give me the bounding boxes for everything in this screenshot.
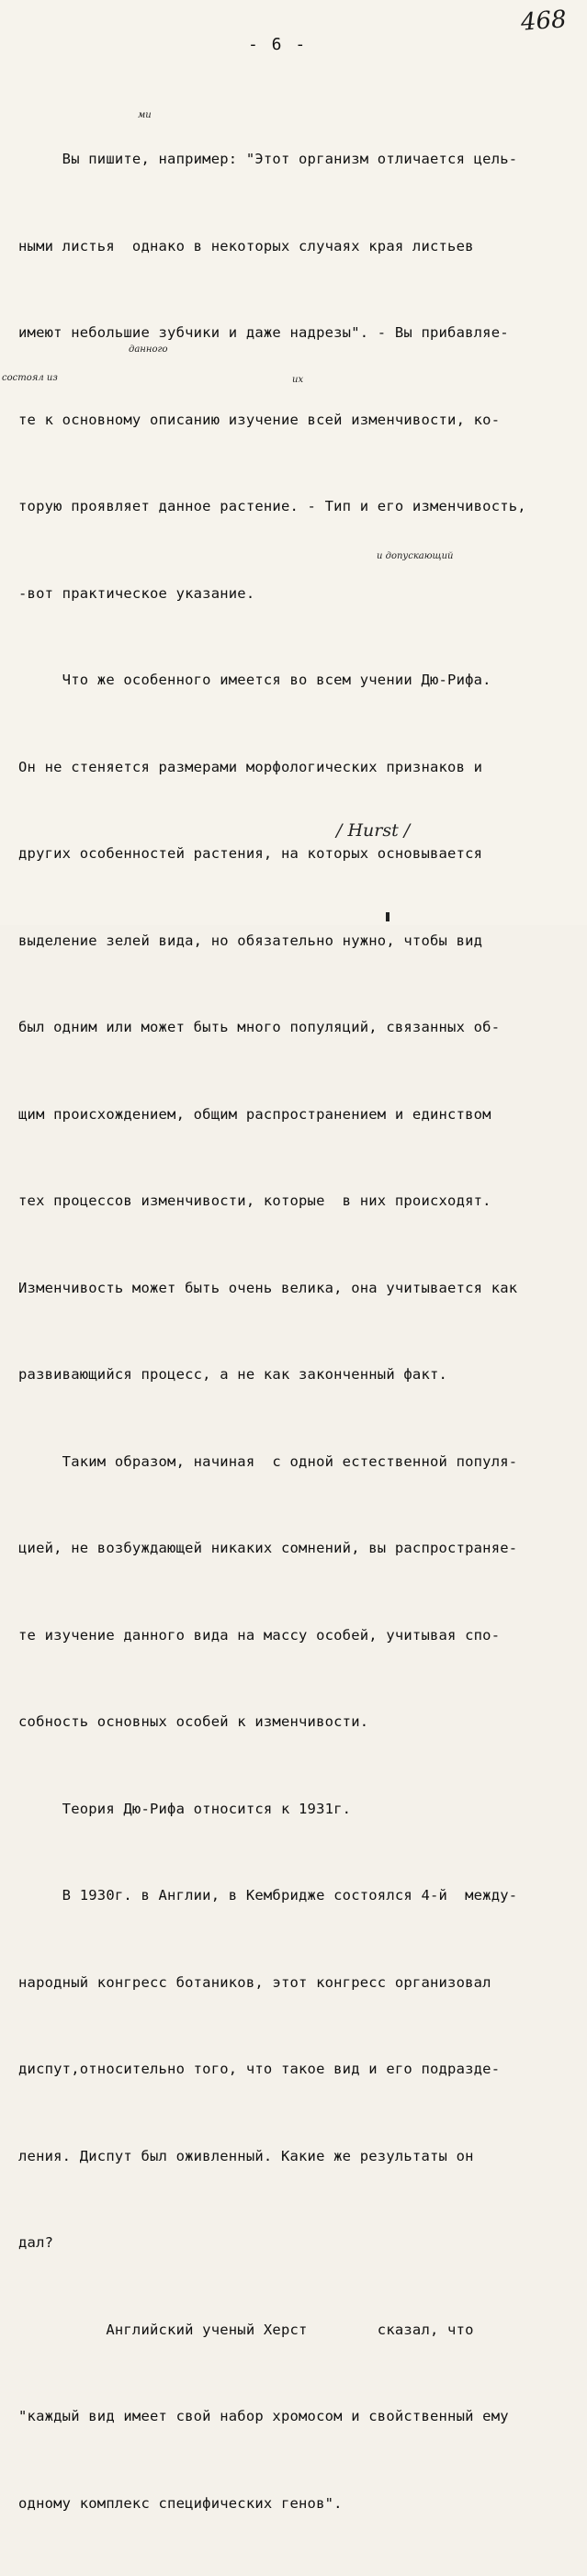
text-line: был одним или может быть много популяций, связанных об- (18, 1019, 501, 1035)
text-line: щим происхождением, общим распространением и единством (18, 1105, 491, 1123)
folio-number: 468 (520, 6, 568, 37)
text-line: диспут,относительно того, что такое вид и его подразде- (18, 2061, 501, 2077)
text-line: цией, не возбуждающей никаких сомнений, вы распространяе- (18, 1540, 518, 1556)
text-line: ными листья однако в некоторых случаях края листьев (18, 237, 474, 254)
text-line: ления. Диспут был оживленный. Какие же результаты он (18, 2147, 474, 2164)
text-line: Таким образом, начиная с одной естественной популя- (18, 1452, 518, 1470)
handwritten-annotation: и допускающий (377, 551, 454, 561)
handwritten-annotation: их (292, 375, 304, 385)
typed-body (18, 87, 579, 2576)
text-line: В 1930г. в Англии, в Кембридже состоялся 4-й между- (18, 1887, 518, 1904)
text-line: народный конгресс ботаников, этот конгресс организовал (18, 1973, 491, 1991)
text-line: выделение зелей вида, но обязательно нужно, чтобы вид (18, 932, 483, 949)
handwritten-annotation: данного (129, 345, 168, 355)
text-line: дал? (18, 2234, 54, 2251)
handwritten-annotation: состоял из (2, 373, 58, 383)
text-line: имеют небольшие зубчики и даже надрезы". - Вы прибавляе- (18, 324, 509, 341)
text-line: -вот практическое указание. (18, 584, 255, 602)
text-line: Английский ученый Херст сказал, что (18, 2321, 474, 2338)
text-line: Изменчивость может быть очень велика, она учитывается как (18, 1279, 518, 1296)
text-line: Вы пишите, например: "Этот организм отличается цель- (18, 151, 518, 167)
text-line: Он не стеняется размерами морфологических признаков и (18, 758, 483, 775)
text-line: Что же особенного имеется во всем учении Дю-Рифа. (18, 672, 491, 688)
text-line: развивающийся процесс, а не как законченный факт. (18, 1366, 448, 1383)
text-line: "каждый вид имеет свой набор хромосом и свойственный ему (18, 2408, 509, 2424)
scan-mark (386, 912, 389, 921)
text-line: те к основному описанию изучение всей изменчивости, ко- (18, 411, 501, 428)
text-line: одному комплекс специфических генов". (18, 2494, 343, 2512)
handwritten-annotation: / Hurst / (336, 820, 411, 841)
text-line: Теория Дю-Рифа относится к 1931г. (18, 1800, 352, 1817)
text-line: тех процессов изменчивости, которые в них происходят. (18, 1192, 491, 1209)
text-line: те изучение данного вида на массу особей, учитывая спо- (18, 1626, 501, 1644)
text-line: торую проявляет данное растение. - Тип и его изменчивость, (18, 498, 526, 514)
page-number: - 6 - (248, 35, 308, 54)
handwritten-annotation: ми (138, 110, 152, 120)
text-line: собность основных особей к изменчивости. (18, 1713, 369, 1730)
text-line: других особенностей растения, на которых основывается (18, 845, 483, 862)
